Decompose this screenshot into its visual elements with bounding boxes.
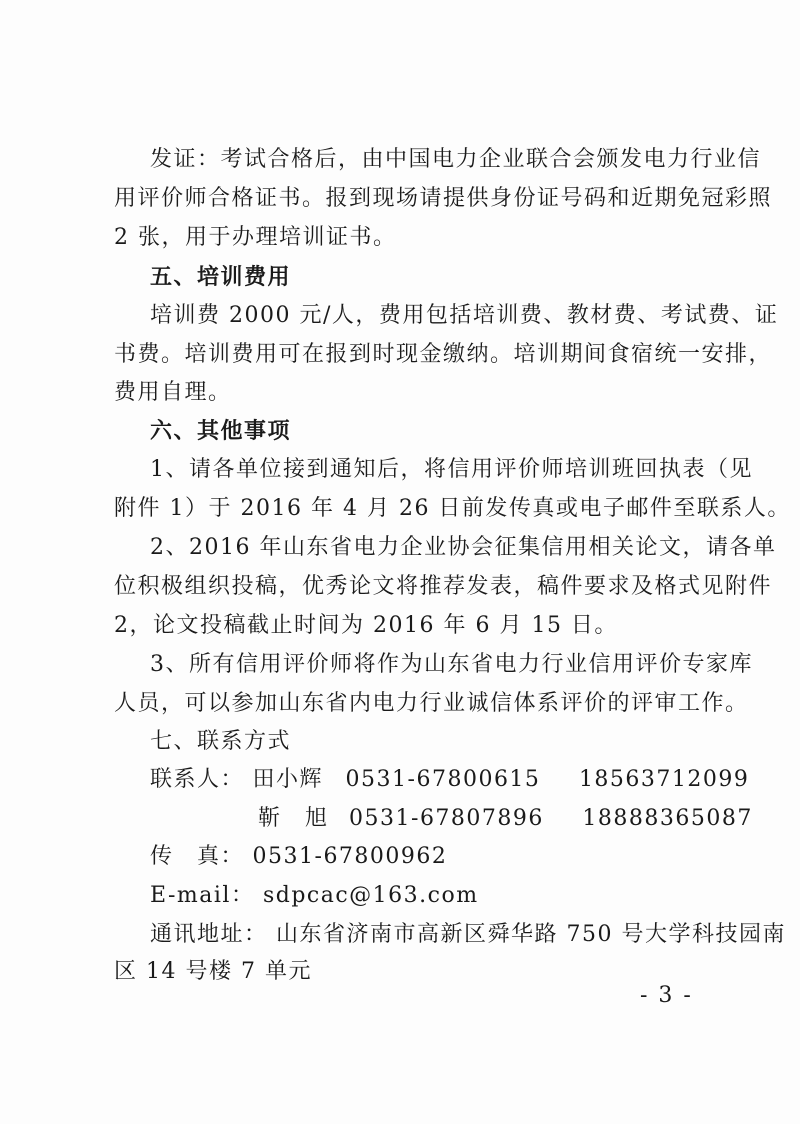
email-label: E-mail： [150,883,255,908]
contact-label: 联系人： [150,767,245,792]
address-line-2: 区 14 号楼 7 单元 [114,959,312,984]
contact-1-mobile: 18563712099 [578,767,750,792]
section-7-heading: 七、联系方式 [150,729,292,754]
contact-row-1 [150,766,749,794]
address-line-1: 山东省济南市高新区舜华路 750 号大学科技园南 [276,922,786,947]
section-6-item-1-line-2: 附件 1）于 2016 年 4 月 26 日前发传真或电子邮件至联系人。 [114,496,791,521]
contact-2-name: 靳 旭 [258,806,329,831]
certificate-line-1: 发证：考试合格后，由中国电力企业联合会颁发电力行业信 [150,147,762,172]
email-address: sdpcac@163.com [262,883,479,908]
section-6-item-2-line-3: 2，论文投稿截止时间为 2016 年 6 月 15 日。 [114,613,618,638]
contact-row-2 [258,805,753,833]
contact-2-mobile: 18888365087 [582,806,753,831]
contact-1-name: 田小辉 [252,767,324,792]
address-row [150,921,786,949]
section-6-item-3-line-1: 3、所有信用评价师将作为山东省电力行业信用评价专家库 [150,652,753,677]
address-label: 通讯地址： [150,922,268,947]
section-5-line-1: 培训费 2000 元/人，费用包括培训费、教材费、考试费、证 [150,303,779,328]
section-6-item-2-line-1: 2、2016 年山东省电力企业协会征集信用相关论文，请各单 [150,535,777,560]
certificate-line-2: 用评价师合格证书。报到现场请提供身份证号码和近期免冠彩照 [114,186,773,211]
section-6-item-3-line-2: 人员，可以参加山东省内电力行业诚信体系评价的评审工作。 [114,691,749,716]
section-5-line-2: 书费。培训费用可在报到时现金缴纳。培训期间食宿统一安排， [114,342,773,367]
fax-row [150,843,447,871]
certificate-line-3: 2 张，用于办理培训证书。 [114,225,397,250]
contact-1-phone: 0531-67800615 [345,767,541,792]
fax-label: 传 真： [150,844,245,869]
section-5-heading: 五、培训费用 [150,264,292,290]
email-row [150,882,479,910]
section-6-item-1-line-1: 1、请各单位接到通知后，将信用评价师培训班回执表（见 [150,457,753,482]
section-6-item-2-line-2: 位积极组织投稿，优秀论文将推荐发表，稿件要求及格式见附件 [114,574,773,599]
contact-2-phone: 0531-67807896 [349,806,544,831]
page-number: - 3 - [640,983,693,1008]
fax-number: 0531-67800962 [252,844,448,869]
section-6-heading: 六、其他事项 [150,418,292,444]
section-5-line-3: 费用自理。 [114,380,232,405]
